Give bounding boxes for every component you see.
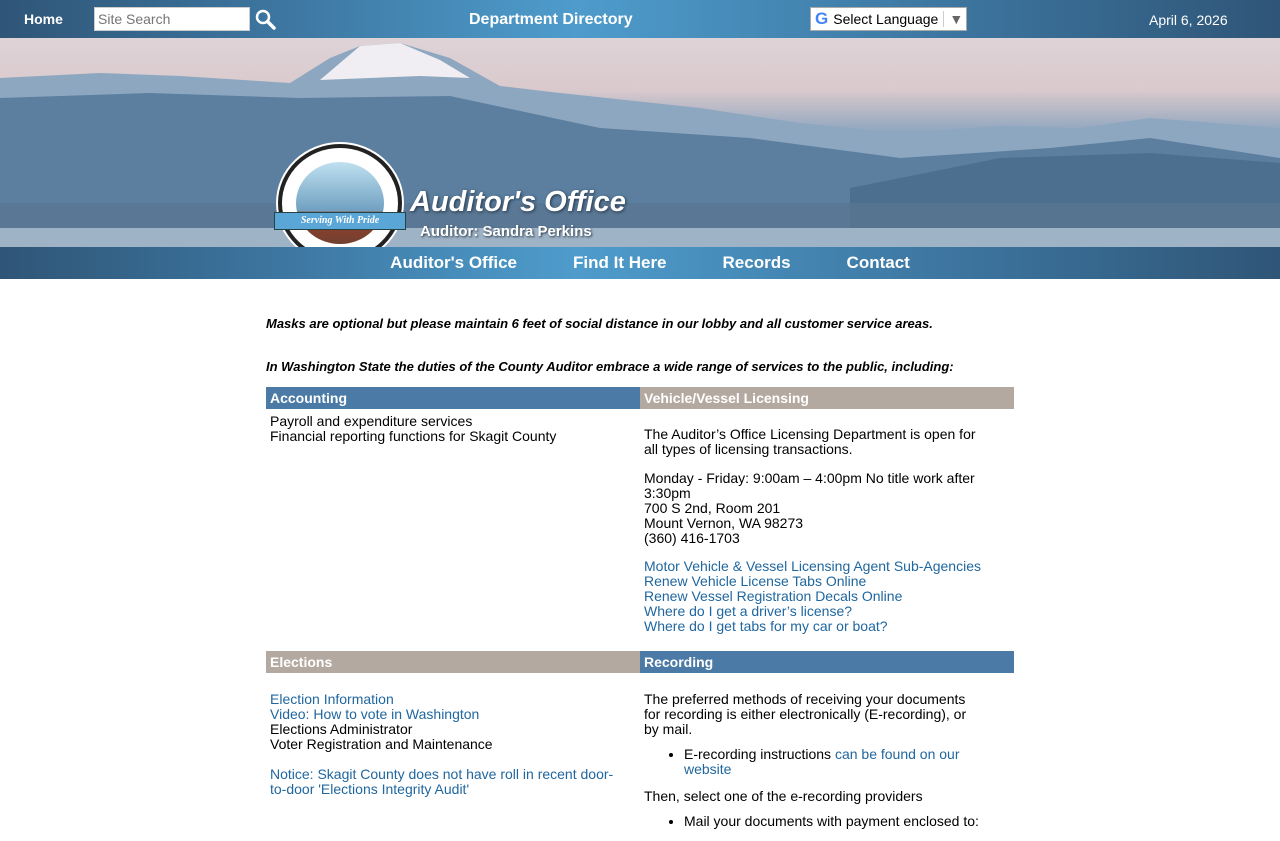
search-icon[interactable] [255, 9, 277, 36]
page-title: Auditor's Office [410, 186, 626, 218]
vehicle-heading: Vehicle/Vessel Licensing [640, 387, 1014, 409]
language-label: Select Language [833, 11, 939, 27]
vehicle-address1: 700 S 2nd, Room 201 [644, 500, 781, 516]
recording-then: Then, select one of the e-recording providers [644, 788, 923, 804]
department-directory-link[interactable]: Department Directory [469, 11, 633, 28]
top-bar [0, 0, 1280, 38]
nav-find-it-here[interactable]: Find It Here [573, 253, 667, 272]
mountain-landscape-image [0, 38, 1280, 247]
current-date: April 6, 2026 [1149, 12, 1228, 28]
main-content [266, 316, 1014, 841]
language-select[interactable] [810, 7, 967, 31]
mask-notice: Masks are optional but please maintain 6 feet of social distance in our lobby and all customer service areas. [266, 316, 933, 331]
accounting-heading: Accounting [266, 387, 640, 409]
vehicle-address2: Mount Vernon, WA 98273 [644, 515, 804, 531]
vehicle-intro: The Auditor’s Office Licensing Department is open for all types of licensing transactions. [644, 426, 976, 457]
recording-intro: The preferred methods of receiving your documents for recording is either electronically (E-recording), or by mail. [644, 691, 967, 737]
election-info-link[interactable]: Election Information [270, 691, 394, 707]
bullet-text: E-recording instructions [684, 746, 835, 762]
home-link[interactable]: Home [24, 11, 63, 27]
elections-admin: Elections Administrator [270, 721, 413, 737]
recording-heading: Recording [640, 651, 1014, 673]
tabs-car-boat-link[interactable]: Where do I get tabs for my car or boat? [644, 618, 888, 634]
banner [0, 38, 1280, 247]
main-nav [0, 247, 1280, 279]
accounting-line: Financial reporting functions for Skagit County [270, 428, 557, 444]
voter-registration: Voter Registration and Maintenance [270, 736, 493, 752]
services-table [266, 387, 1014, 841]
logo-ribbon: Serving With Pride [274, 212, 406, 230]
auditor-name: Auditor: Sandra Perkins [420, 223, 592, 240]
drivers-license-link[interactable]: Where do I get a driver’s license? [644, 603, 853, 619]
how-to-vote-video-link[interactable]: Video: How to vote in Washington [270, 706, 480, 722]
renew-tabs-link[interactable]: Renew Vehicle License Tabs Online [644, 573, 867, 589]
recording-bullet [684, 747, 984, 777]
nav-records[interactable]: Records [722, 253, 791, 272]
elections-heading: Elections [266, 651, 640, 673]
google-icon: G [815, 9, 829, 28]
vehicle-phone: (360) 416-1703 [644, 530, 740, 546]
nav-auditors-office[interactable]: Auditor's Office [390, 253, 517, 272]
sub-agencies-link[interactable]: Motor Vehicle & Vessel Licensing Agent Sub-Agencies [644, 558, 981, 574]
site-search-input[interactable] [94, 7, 250, 31]
renew-vessel-link[interactable]: Renew Vessel Registration Decals Online [644, 588, 903, 604]
vehicle-hours: Monday - Friday: 9:00am – 4:00pm No title work after 3:30pm [644, 470, 975, 501]
duties-intro: In Washington State the duties of the County Auditor embrace a wide range of services to the public, including: [266, 359, 954, 374]
nav-contact[interactable]: Contact [846, 253, 910, 272]
elections-audit-notice-link[interactable]: Notice: Skagit County does not have roll in recent door-to-door 'Elections Integrity Audit' [270, 766, 614, 797]
dropdown-arrow-icon: ▼ [943, 11, 963, 27]
recording-mail-bullet: • Mail your documents with payment enclosed to: [684, 814, 984, 829]
e-recording-link[interactable]: can be found on our website [684, 746, 960, 777]
accounting-line: Payroll and expenditure services [270, 413, 473, 429]
